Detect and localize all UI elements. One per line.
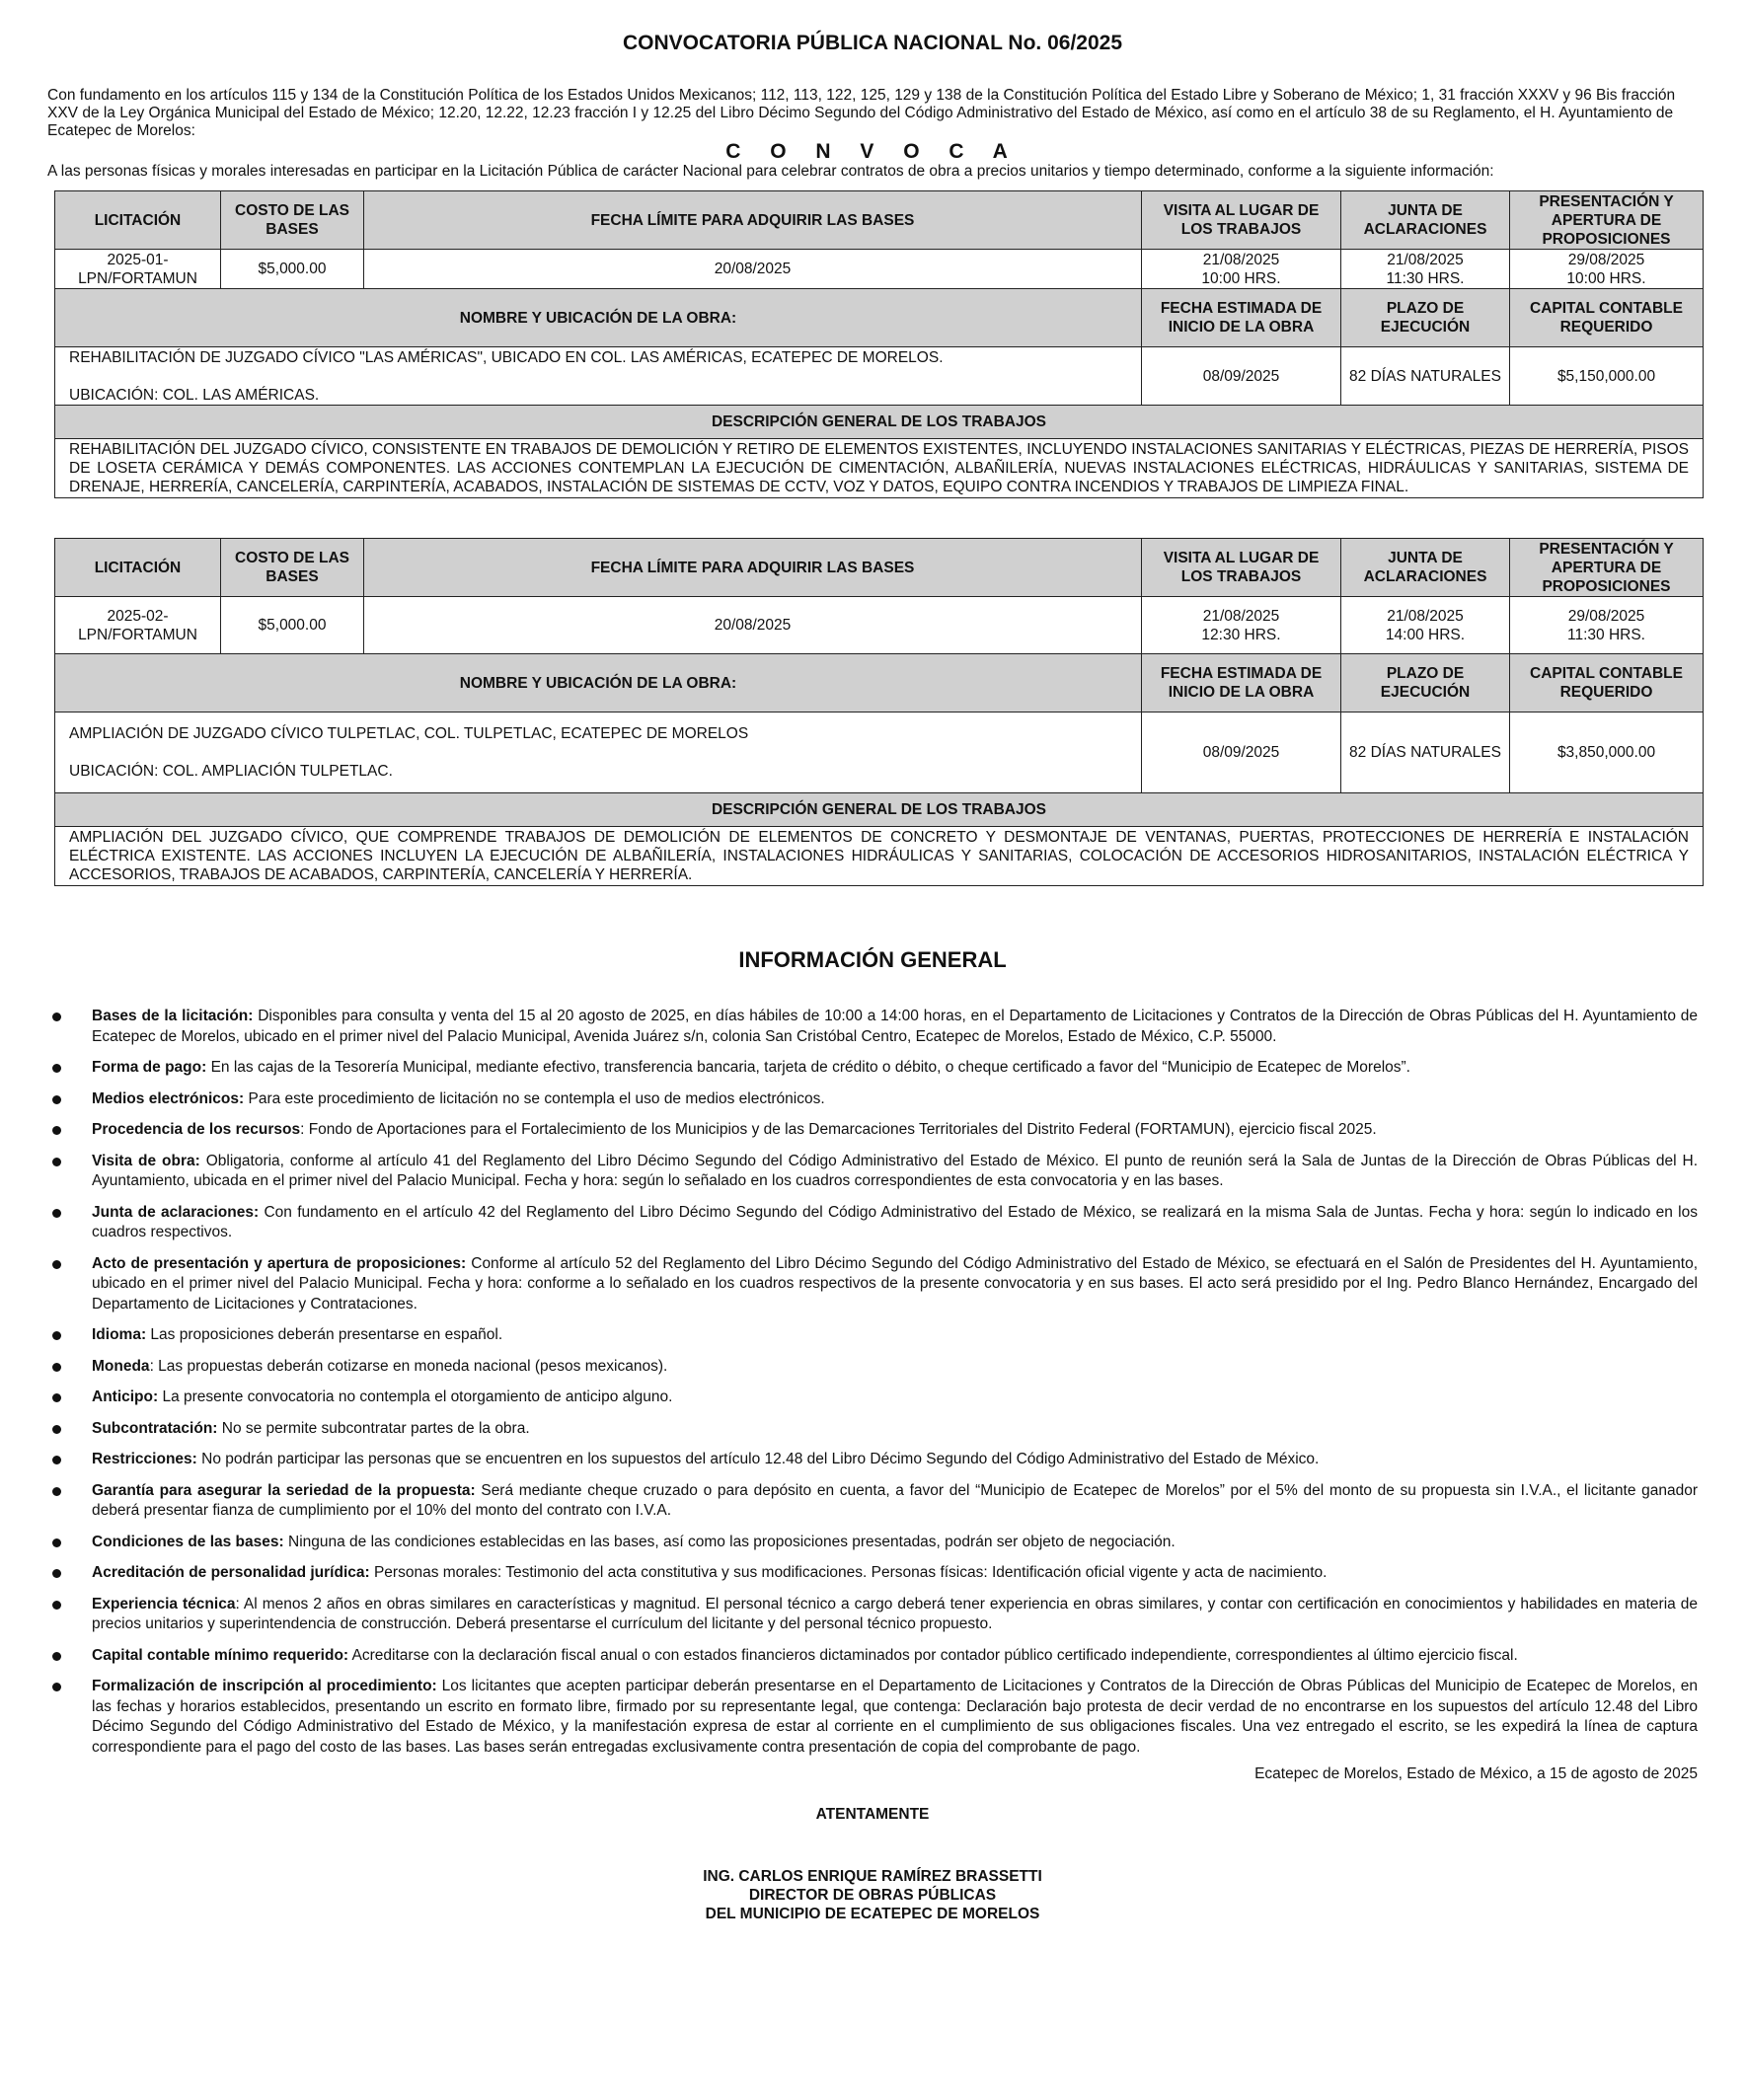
- info-item: [47, 1152, 1698, 1192]
- info-item-text: Ninguna de las condiciones establecidas en las bases, así como las proposiciones presentadas, podrán ser objeto de negociación.: [283, 1533, 1176, 1550]
- header-licitacion: LICITACIÓN: [55, 191, 221, 250]
- header-plazo: PLAZO DE EJECUCIÓN: [1341, 289, 1510, 347]
- place-date: Ecatepec de Morelos, Estado de México, a 15 de agosto de 2025: [1254, 1765, 1698, 1782]
- info-item-text: No podrán participar las personas que se encuentren en los supuestos del artículo 12.48 del Libro Décimo Segundo del Código Administrativo del Estado de México.: [196, 1451, 1320, 1467]
- licitacion-meeting: 21/08/2025 11:30 HRS.: [1341, 250, 1510, 289]
- header-junta: JUNTA DE ACLARACIONES: [1341, 191, 1510, 250]
- obra-start-date: 08/09/2025: [1142, 712, 1341, 793]
- bullet-icon: [52, 1601, 61, 1610]
- bullet-icon: [52, 1331, 61, 1340]
- info-item-text: Acreditarse con la declaración fiscal anual o con estados financieros dictaminados por contador público certificado independiente, correspondientes al último ejercicio fiscal.: [348, 1646, 1518, 1664]
- bullet-icon: [52, 1064, 61, 1073]
- info-item-label: Acreditación de personalidad jurídica:: [92, 1564, 370, 1581]
- general-info-list: [47, 1007, 1698, 1758]
- licitacion-meeting: 21/08/2025 14:00 HRS.: [1341, 597, 1510, 654]
- bullet-icon: [52, 1363, 61, 1372]
- info-item-label: Medios electrónicos:: [92, 1089, 245, 1107]
- licitacion-visit: 21/08/2025 10:00 HRS.: [1142, 250, 1341, 289]
- info-item: [47, 1007, 1698, 1047]
- obra-description: AMPLIACIÓN DEL JUZGADO CÍVICO, QUE COMPRENDE TRABAJOS DE DEMOLICIÓN DE ELEMENTOS DE CONCRETO Y DESMONTAJE DE VENTANAS, PUERTAS, PROTECCIONES DE HERRERÍA E INSTALACIÓN ELÉCTRICA EXISTENTE. LAS ACCIONES INCLUYEN LA EJECUCIÓN DE ALBAÑILERÍA, INSTALACIONES HIDRÁULICAS Y SANITARIAS, COLOCACIÓN DE ACCESORIOS HIDROSANITARIOS, INSTALACIÓN ELÉCTRICA Y ACCESORIOS, TRABAJOS DE ACABADOS, CARPINTERÍA, CANCELERÍA Y HERRERÍA.: [55, 827, 1704, 886]
- bullet-icon: [52, 1209, 61, 1218]
- bullet-icon: [52, 1158, 61, 1166]
- info-item: [47, 1450, 1698, 1470]
- bullet-icon: [52, 1260, 61, 1269]
- bullet-icon: [52, 1652, 61, 1661]
- info-item-text: Conforme al artículo 52 del Reglamento del Libro Décimo Segundo del Código Administrativo del Estado de México, se efectuará en el Salón de Presidentes del H. Ayuntamiento, ubicado en el primer nivel del Palacio Municipal. Fecha y hora: conforme a lo señalado en los cuadros respectivos de la presente convocatoria y en sus bases. El acto será presidido por el Ing. Pedro Blanco Hernández, Encargado del Departamento de Licitaciones y Contrataciones.: [92, 1254, 1699, 1312]
- info-item-label: Visita de obra:: [92, 1152, 200, 1169]
- header-fecha-limite: FECHA LÍMITE PARA ADQUIRIR LAS BASES: [364, 539, 1142, 597]
- info-item-label: Garantía para asegurar la seriedad de la propuesta:: [92, 1481, 476, 1499]
- header-fecha-inicio: FECHA ESTIMADA DE INICIO DE LA OBRA: [1142, 654, 1341, 712]
- info-item: [47, 1388, 1698, 1408]
- info-item-text: : Las propuestas deberán cotizarse en moneda nacional (pesos mexicanos).: [149, 1357, 668, 1375]
- info-item-label: Subcontratación:: [92, 1419, 218, 1437]
- licitacion-cost: $5,000.00: [221, 597, 364, 654]
- header-costo: COSTO DE LAS BASES: [221, 539, 364, 597]
- header-fecha-limite: FECHA LÍMITE PARA ADQUIRIR LAS BASES: [364, 191, 1142, 250]
- header-descripcion: DESCRIPCIÓN GENERAL DE LOS TRABAJOS: [55, 406, 1704, 439]
- licitacion-number: 2025-02-LPN/FORTAMUN: [55, 597, 221, 654]
- info-item-label: Junta de aclaraciones:: [92, 1203, 260, 1221]
- bullet-icon: [52, 1095, 61, 1104]
- general-info-title: INFORMACIÓN GENERAL: [738, 947, 1007, 972]
- document-title: CONVOCATORIA PÚBLICA NACIONAL No. 06/2025: [622, 32, 1123, 54]
- info-item-text: En las cajas de la Tesorería Municipal, mediante efectivo, transferencia bancaria, tarjeta de crédito o débito, o cheque certificado a favor del “Municipio de Ecatepec de Morelos”.: [206, 1059, 1410, 1076]
- info-item-label: Idioma:: [92, 1326, 147, 1343]
- licitacion-table-1: [54, 190, 1704, 498]
- info-item-text: La presente convocatoria no contempla el otorgamiento de anticipo alguno.: [158, 1388, 673, 1405]
- info-item-label: Restricciones:: [92, 1451, 197, 1467]
- obra-capital: $3,850,000.00: [1510, 712, 1704, 793]
- info-item-text: Será mediante cheque cruzado o para depósito en cuenta, a favor del “Municipio de Ecatepec de Morelos” por el 5% del monto de su propuesta sin I.V.A., el licitante ganador deberá presentar fianza de cumplimiento por el 10% del monto del contrato con I.V.A.: [92, 1481, 1698, 1519]
- info-item-label: Formalización de inscripción al procedimiento:: [92, 1678, 437, 1694]
- info-item: [47, 1419, 1698, 1440]
- licitacion-visit: 21/08/2025 12:30 HRS.: [1142, 597, 1341, 654]
- info-item-text: Obligatoria, conforme al artículo 41 del Reglamento del Libro Décimo Segundo del Código Administrativo del Estado de México. El punto de reunión será la Sala de Juntas de la Dirección de Obras Públicas del H. Ayuntamiento, ubicada en el primer nivel del Palacio Municipal. Fecha y hora: según lo señalado en los cuadros correspondientes de esta convocatoria y en las bases.: [92, 1152, 1699, 1189]
- info-item-text: Personas morales: Testimonio del acta constitutiva y sus modificaciones. Personas físicas: Identificación oficial vigente y acta de nacimiento.: [369, 1564, 1328, 1581]
- bullet-icon: [52, 1569, 61, 1578]
- obra-duration: 82 DÍAS NATURALES: [1341, 712, 1510, 793]
- info-item-text: Las proposiciones deberán presentarse en español.: [146, 1326, 503, 1343]
- info-item-text: Los licitantes que acepten participar deberán presentarse en el Departamento de Licitaciones y Contratos de la Dirección de Obras Públicas del Municipio de Ecatepec de Morelos, en las fechas y horarios establecidos, presentando un escrito en formato libre, firmado por su representante legal, que contenga: Declaración bajo protesta de decir verdad de no encontrarse en los supuestos del artículo 12.48 del Libro Décimo Segundo del Código Administrativo del Estado de México, y la manifestación expresa de estar al corriente en el cumplimiento de sus obligaciones fiscales. Una vez entregado el escrito, se les expedirá la línea de captura correspondiente para el pago del costo de las bases. Las bases serán entregadas exclusivamente contra presentación de copia del comprobante de pago.: [92, 1678, 1699, 1756]
- licitacion-cost: $5,000.00: [221, 250, 364, 289]
- info-item-label: Anticipo:: [92, 1388, 159, 1405]
- info-item-label: Acto de presentación y apertura de proposiciones:: [92, 1254, 467, 1272]
- header-costo: COSTO DE LAS BASES: [221, 191, 364, 250]
- info-item-text: : Al menos 2 años en obras similares en características y magnitud. El personal técnico a cargo deberá tener experiencia en obras similares, y contar con certificación en conocimientos y habilidades en materia de precios unitarios y superintendencia de construcción. Deberá presentarse el currículum del licitante y del personal técnico propuesto.: [92, 1595, 1699, 1632]
- info-item-label: Moneda: [92, 1357, 150, 1375]
- obra-duration: 82 DÍAS NATURALES: [1341, 347, 1510, 406]
- bullet-icon: [52, 1683, 61, 1691]
- licitacion-number: 2025-01-LPN/FORTAMUN: [55, 250, 221, 289]
- header-capital: CAPITAL CONTABLE REQUERIDO: [1510, 654, 1704, 712]
- header-capital: CAPITAL CONTABLE REQUERIDO: [1510, 289, 1704, 347]
- bullet-icon: [52, 1393, 61, 1402]
- info-item: [47, 1646, 1698, 1667]
- info-item: [47, 1677, 1698, 1758]
- obra-name-location: AMPLIACIÓN DE JUZGADO CÍVICO TULPETLAC, COL. TULPETLAC, ECATEPEC DE MORELOS UBICACIÓN: COL. AMPLIACIÓN TULPETLAC.: [55, 712, 1142, 793]
- info-item: [47, 1254, 1698, 1315]
- header-nombre-obra: NOMBRE Y UBICACIÓN DE LA OBRA:: [55, 654, 1142, 712]
- info-item-text: : Fondo de Aportaciones para el Fortalecimiento de los Municipios y de las Demarcaciones Territoriales del Distrito Federal (FORTAMUN), ejercicio fiscal 2025.: [300, 1121, 1377, 1138]
- bullet-icon: [52, 1456, 61, 1464]
- bullet-icon: [52, 1425, 61, 1434]
- info-item-text: Con fundamento en el artículo 42 del Reglamento del Libro Décimo Segundo del Código Administrativo del Estado de México, se realizará en la misma Sala de Juntas. Fecha y hora: según lo indicado en los cuadros respectivos.: [92, 1203, 1698, 1240]
- signature-block: [47, 1867, 1698, 1923]
- info-item: [47, 1357, 1698, 1378]
- info-item: [47, 1120, 1698, 1141]
- licitacion-opening: 29/08/2025 10:00 HRS.: [1510, 250, 1704, 289]
- info-item: [47, 1595, 1698, 1635]
- info-item: [47, 1058, 1698, 1079]
- closing-salutation: ATENTAMENTE: [815, 1806, 930, 1823]
- info-item: [47, 1481, 1698, 1522]
- header-licitacion: LICITACIÓN: [55, 539, 221, 597]
- obra-start-date: 08/09/2025: [1142, 347, 1341, 406]
- header-presentacion: PRESENTACIÓN Y APERTURA DE PROPOSICIONES: [1510, 191, 1704, 250]
- invitation-paragraph: A las personas físicas y morales interesadas en participar en la Licitación Pública de carácter Nacional para celebrar contratos de obra a precios unitarios y tiempo determinado, conforme a la siguiente información:: [47, 163, 1494, 180]
- info-item: [47, 1563, 1698, 1584]
- licitacion-opening: 29/08/2025 11:30 HRS.: [1510, 597, 1704, 654]
- licitacion-table-2: [54, 538, 1704, 886]
- info-item-text: No se permite subcontratar partes de la obra.: [217, 1419, 530, 1437]
- info-item: [47, 1089, 1698, 1110]
- header-nombre-obra: NOMBRE Y UBICACIÓN DE LA OBRA:: [55, 289, 1142, 347]
- bullet-icon: [52, 1126, 61, 1135]
- header-presentacion: PRESENTACIÓN Y APERTURA DE PROPOSICIONES: [1510, 539, 1704, 597]
- licitacion-deadline: 20/08/2025: [364, 250, 1142, 289]
- header-visita: VISITA AL LUGAR DE LOS TRABAJOS: [1142, 191, 1341, 250]
- licitacion-deadline: 20/08/2025: [364, 597, 1142, 654]
- bullet-icon: [52, 1012, 61, 1021]
- header-descripcion: DESCRIPCIÓN GENERAL DE LOS TRABAJOS: [55, 793, 1704, 827]
- signer-organization: DEL MUNICIPIO DE ECATEPEC DE MORELOS: [705, 1906, 1040, 1922]
- info-item-label: Bases de la licitación:: [92, 1008, 254, 1024]
- obra-capital: $5,150,000.00: [1510, 347, 1704, 406]
- document-page: [47, 30, 1698, 1923]
- obra-description: REHABILITACIÓN DEL JUZGADO CÍVICO, CONSISTENTE EN TRABAJOS DE DEMOLICIÓN Y RETIRO DE ELEMENTOS EXISTENTES, INCLUYENDO INSTALACIONES SANITARIAS Y ELÉCTRICAS, PIEZAS DE HERRERÍA, PISOS DE LOSETA CERÁMICA Y DEMÁS COMPONENTES. LAS ACCIONES CONTEMPLAN LA EJECUCIÓN DE CIMENTACIÓN, ALBAÑILERÍA, NUEVAS INSTALACIONES ELÉCTRICAS, HIDRÁULICAS Y SANITARIAS, SISTEMA DE DRENAJE, HERRERÍA, CANCELERÍA, CARPINTERÍA, ACABADOS, INSTALACIÓN DE SISTEMAS DE CCTV, VOZ Y DATOS, EQUIPO CONTRA INCENDIOS Y TRABAJOS DE LIMPIEZA FINAL.: [55, 439, 1704, 498]
- info-item-text: Para este procedimiento de licitación no se contempla el uso de medios electrónicos.: [244, 1089, 825, 1107]
- obra-name-location: REHABILITACIÓN DE JUZGADO CÍVICO "LAS AMÉRICAS", UBICADO EN COL. LAS AMÉRICAS, ECATEPEC DE MORELOS. UBICACIÓN: COL. LAS AMÉRICAS.: [55, 347, 1142, 406]
- info-item: [47, 1325, 1698, 1346]
- signer-name: ING. CARLOS ENRIQUE RAMÍREZ BRASSETTI: [703, 1868, 1042, 1885]
- info-item-label: Condiciones de las bases:: [92, 1533, 284, 1550]
- legal-foundation-paragraph: Con fundamento en los artículos 115 y 134 de la Constitución Política de los Estados Unidos Mexicanos; 112, 113, 122, 125, 129 y 138 de la Constitución Política del Estado Libre y Soberano de México; 1, 31 fracción XXXV y 96 Bis fracción XXV de la Ley Orgánica Municipal del Estado de México; 12.20, 12.22, 12.23 fracción I y 12.25 del Libro Décimo Segundo del Código Administrativo del Estado de México, así como en el artículo 38 de su Reglamento, el H. Ayuntamiento de Ecatepec de Morelos:: [47, 87, 1676, 139]
- header-junta: JUNTA DE ACLARACIONES: [1341, 539, 1510, 597]
- info-item: [47, 1203, 1698, 1243]
- info-item-label: Experiencia técnica: [92, 1595, 236, 1612]
- info-item-label: Capital contable mínimo requerido:: [92, 1646, 349, 1664]
- signer-role: DIRECTOR DE OBRAS PÚBLICAS: [748, 1887, 997, 1904]
- bullet-icon: [52, 1487, 61, 1496]
- header-plazo: PLAZO DE EJECUCIÓN: [1341, 654, 1510, 712]
- header-fecha-inicio: FECHA ESTIMADA DE INICIO DE LA OBRA: [1142, 289, 1341, 347]
- info-item-label: Forma de pago:: [92, 1059, 207, 1076]
- bullet-icon: [52, 1538, 61, 1547]
- info-item: [47, 1533, 1698, 1553]
- info-item-text: Disponibles para consulta y venta del 15 al 20 agosto de 2025, en días hábiles de 10:00 a 14:00 horas, en el Departamento de Licitaciones y Contratos de la Dirección de Obras Públicas del H. Ayuntamiento de Ecatepec de Morelos, ubicado en el primer nivel del Palacio Municipal, Avenida Juárez s/n, colonia San Cristóbal Centro, Ecatepec de Morelos, Estado de México, C.P. 55000.: [92, 1008, 1698, 1045]
- convoca-heading: C O N V O C A: [725, 140, 1020, 163]
- info-item-label: Procedencia de los recursos: [92, 1121, 301, 1138]
- header-visita: VISITA AL LUGAR DE LOS TRABAJOS: [1142, 539, 1341, 597]
